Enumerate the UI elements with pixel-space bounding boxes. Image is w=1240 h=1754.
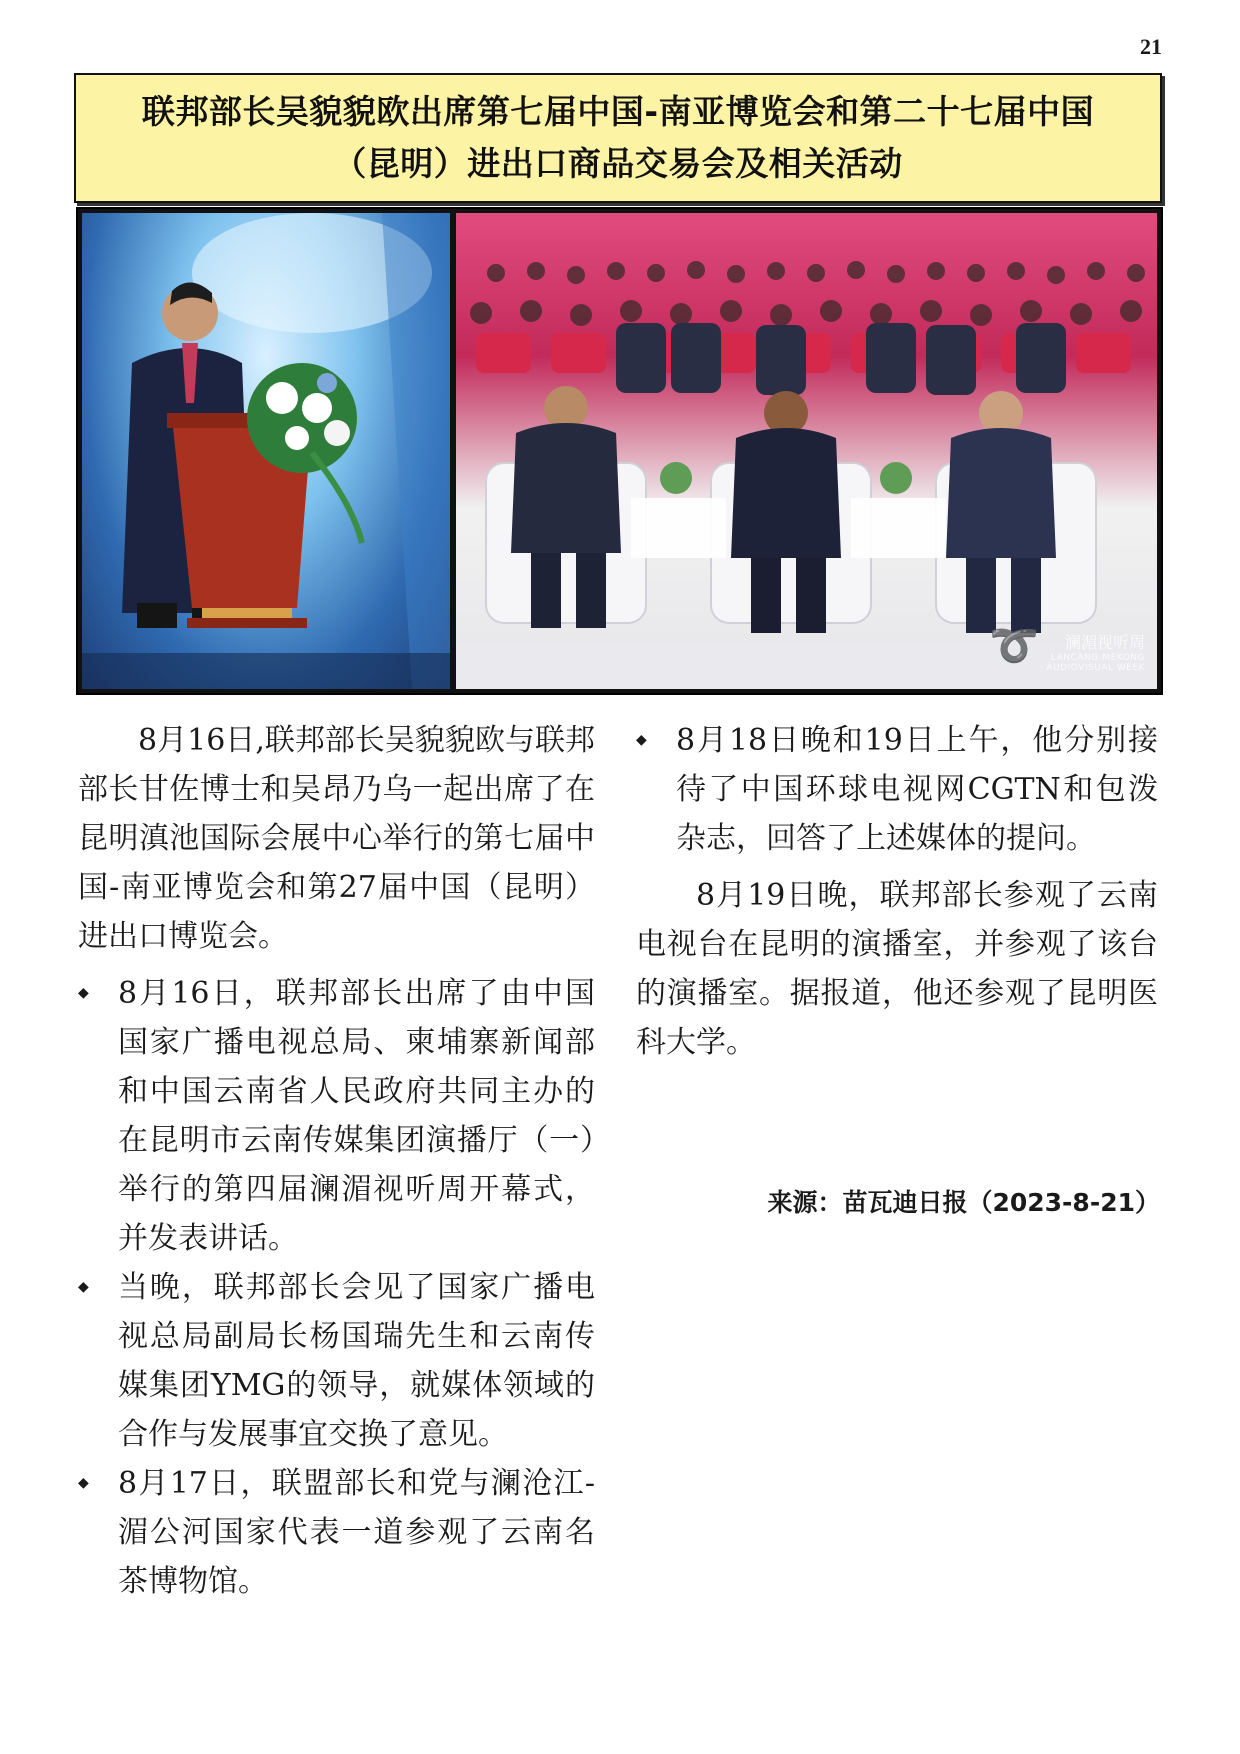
list-item-text: 8月18日晚和19日上午，他分别接待了中国环球电视网CGTN和包泼杂志，回答了上述媒体的提问。	[676, 723, 1158, 856]
article-title-line-2: （昆明）进出口商品交易会及相关活动	[333, 144, 903, 183]
article-title-line-1: 联邦部长吴貌貌欧出席第七届中国-南亚博览会和第二十七届中国	[141, 92, 1095, 131]
list-item-text: 8月16日，联邦部长出席了由中国国家广播电视总局、柬埔寨新闻部和中国云南省人民政府共同主办的在昆明市云南传媒集团演播厅（一）举行的第四届澜湄视听周开幕式，并发表讲话。	[118, 976, 595, 1256]
speaker-at-podium-photo	[82, 213, 450, 689]
watermark-chinese: 澜湄视听周	[1064, 633, 1145, 652]
list-item	[78, 1263, 595, 1459]
photo-strip	[76, 207, 1163, 695]
list-item	[636, 716, 1158, 863]
diamond-bullet-icon: ◆	[78, 1279, 89, 1295]
diamond-bullet-icon: ◆	[78, 1475, 89, 1491]
intro-paragraph: 8月16日,联邦部长吴貌貌欧与联邦部长甘佐博士和吴昂乃乌一起出席了在昆明滇池国际会展中心举行的第七届中国-南亚博览会和第27届中国（昆明）进出口博览会。	[78, 723, 595, 954]
event-watermark	[989, 623, 1145, 673]
article-title-box	[74, 73, 1162, 203]
diamond-bullet-icon: ◆	[78, 985, 89, 1001]
watermark-english: LANCANG-MEKONG AUDIOVISUAL WEEK	[1046, 653, 1145, 673]
diamond-bullet-icon: ◆	[636, 732, 647, 748]
source-citation: 来源：苗瓦迪日报（2023-8-21）	[767, 1188, 1160, 1217]
right-text-column	[636, 716, 1158, 1067]
page-number: 21	[1140, 34, 1162, 59]
left-text-column	[78, 716, 595, 1606]
swirl-logo-icon: ➰	[989, 623, 1039, 669]
closing-paragraph: 8月19日晚，联邦部长参观了云南电视台在昆明的演播室，并参观了该台的演播室。据报道，他还参观了昆明医科大学。	[636, 878, 1158, 1060]
list-item-text: 8月17日，联盟部长和党与澜沧江-湄公河国家代表一道参观了云南名茶博物馆。	[118, 1466, 595, 1599]
list-item	[78, 969, 595, 1263]
list-item-text: 当晚，联邦部长会见了国家广播电视总局副局长杨国瑞先生和云南传媒集团YMG的领导，就媒体领域的合作与发展事宜交换了意见。	[118, 1270, 595, 1452]
list-item	[78, 1459, 595, 1606]
audience-seated-photo	[456, 213, 1157, 689]
